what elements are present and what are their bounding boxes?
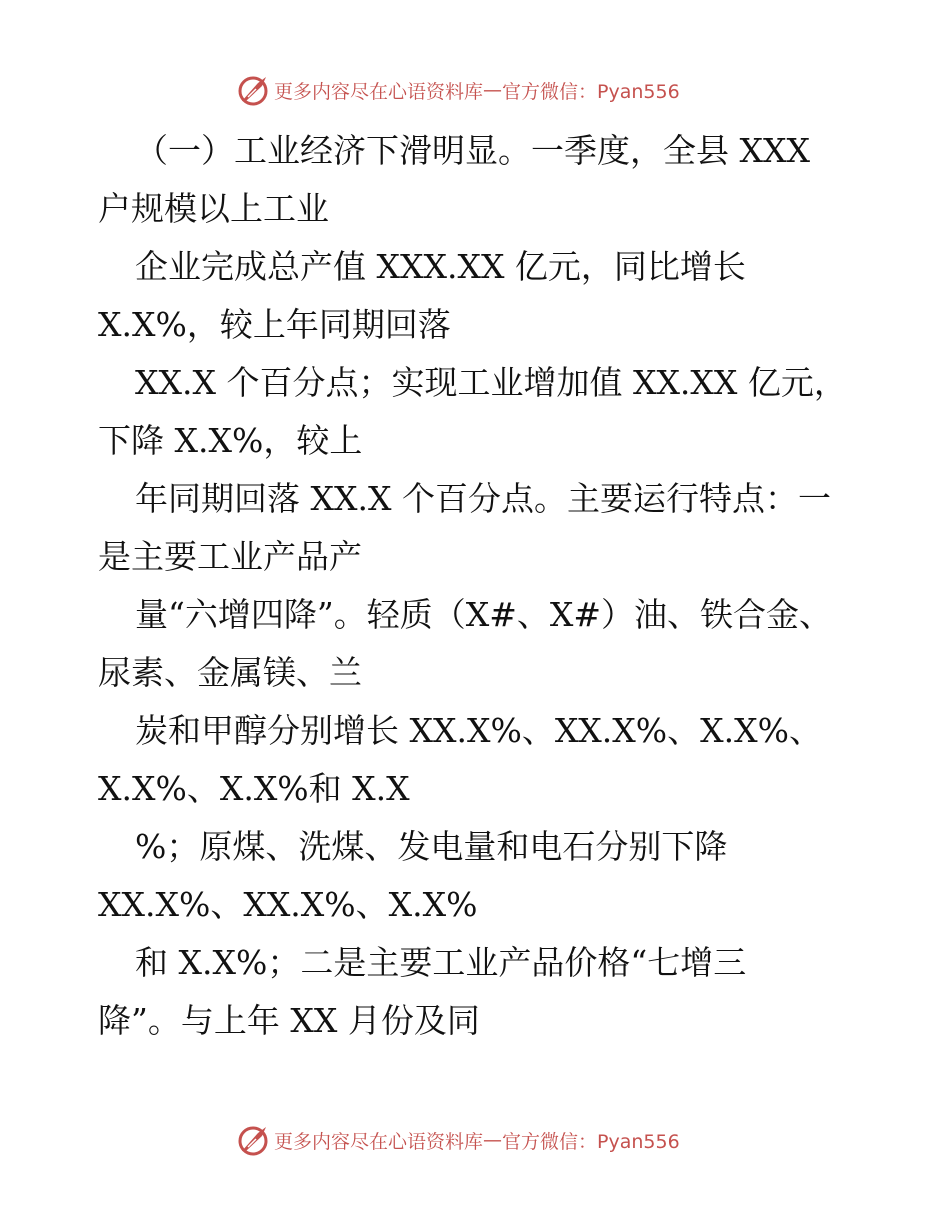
text-line: 和 X.X%；二是主要工业产品价格“七增三 <box>135 943 747 982</box>
text-line: %；原煤、洗煤、发电量和电石分别下降 <box>135 827 728 866</box>
text-line: 下降 X.X%，较上 <box>98 421 363 460</box>
text-line: 炭和甲醇分别增长 XX.X%、XX.X%、X.X%、 <box>135 711 822 750</box>
text-line: 企业完成总产值 XXX.XX 亿元，同比增长 <box>135 247 746 286</box>
header-banner <box>236 72 680 108</box>
quill-logo-icon <box>236 1123 270 1157</box>
quill-logo-icon <box>236 73 270 107</box>
banner-wechat-text: 官方微信：Pyan556 <box>502 80 680 103</box>
text-line: 尿素、金属镁、兰 <box>98 653 362 692</box>
banner-separator: — <box>483 79 503 101</box>
text-line: X.X%，较上年同期回落 <box>98 305 451 344</box>
body-text <box>98 122 898 1050</box>
banner-main-text: 更多内容尽在心语资料库 <box>274 80 484 103</box>
footer-banner <box>236 1122 680 1158</box>
text-line: 年同期回落 XX.X 个百分点。主要运行特点：一 <box>135 479 831 518</box>
text-line: 户规模以上工业 <box>98 189 329 228</box>
text-line: X.X%、X.X%和 X.X <box>98 769 410 808</box>
text-line: 是主要工业产品产 <box>98 537 362 576</box>
banner-wechat-text: 官方微信：Pyan556 <box>502 1130 680 1153</box>
banner-separator: — <box>483 1129 503 1151</box>
text-line: 量“六增四降”。轻质（X#、X#）油、铁合金、 <box>135 595 833 634</box>
text-line: （一）工业经济下滑明显。一季度，全县 XXX <box>135 131 810 170</box>
text-line: 降”。与上年 XX 月份及同 <box>98 1001 480 1040</box>
text-line: XX.X 个百分点；实现工业增加值 XX.XX 亿元， <box>135 363 847 402</box>
banner-main-text: 更多内容尽在心语资料库 <box>274 1130 484 1153</box>
text-line: XX.X%、XX.X%、X.X% <box>98 885 478 924</box>
